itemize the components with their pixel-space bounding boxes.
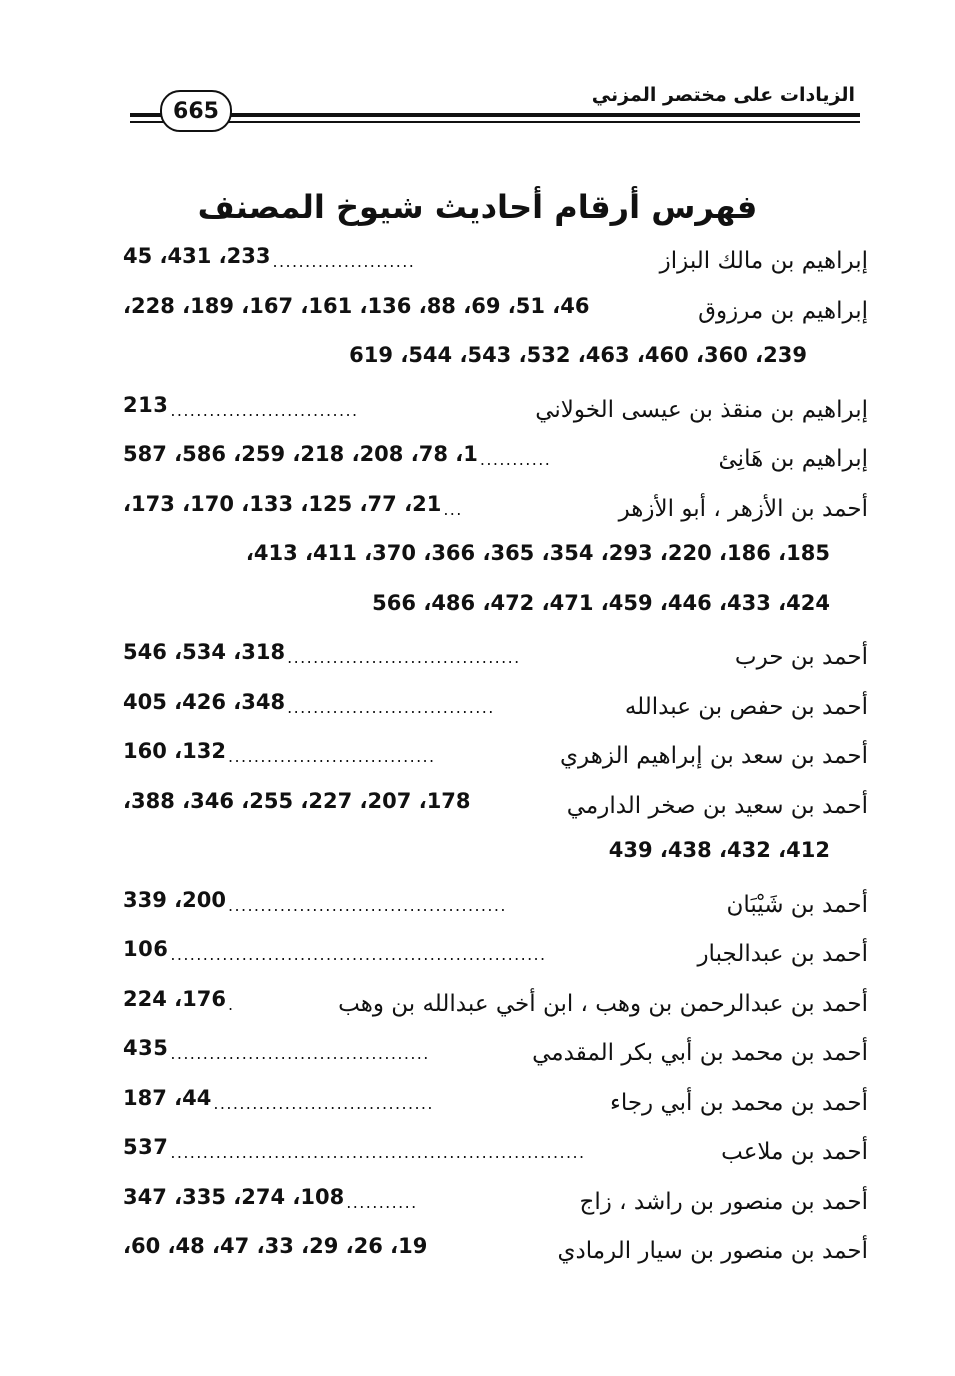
index-row (0, 785, 955, 835)
entry-numbers: 318، 534، 546 (123, 640, 286, 664)
entry-name: أحمد بن محمد بن أبي بكر المقدمي (532, 1040, 868, 1066)
entry-numbers: 1، 78، 208، 218، 259، 586، 587 (123, 442, 478, 466)
leader-dots: ........................................ (170, 1044, 430, 1063)
entry-numbers: 132، 160 (123, 739, 226, 763)
entry-name: إبراهيم بن مرزوق (698, 297, 868, 324)
index-row (0, 1181, 955, 1231)
entry-name: أحمد بن عبدالجبار (697, 941, 868, 967)
leader-dots: .................................. (213, 1093, 434, 1113)
index-list (0, 240, 955, 1280)
leader-dots: ........................................... (227, 895, 507, 915)
entry-numbers: 435 (123, 1036, 169, 1060)
page-number: 665 (160, 90, 232, 132)
index-row (0, 933, 955, 983)
entry-numbers: 239، 360، 460، 463، 532، 543، 544، 619 (349, 343, 807, 367)
entry-numbers: 233، 431، 45 (123, 244, 271, 268)
entry-numbers: 176، 224 (123, 986, 226, 1011)
entry-numbers: 178، 207، 227، 255، 346، 388، (123, 788, 471, 813)
entry-name: أحمد بن حرب (734, 644, 868, 670)
entry-numbers: 213 (123, 392, 169, 417)
entry-numbers: 424، 433، 446، 459، 471، 472، 486، 566 (372, 590, 830, 615)
entry-name: أحمد بن حفص بن عبدالله (624, 693, 868, 720)
leader-dots: ........... (346, 1192, 418, 1212)
entry-numbers: 44، 187 (123, 1085, 212, 1110)
entry-numbers: 200، 339 (123, 887, 226, 912)
entry-name: أحمد بن شَيْبَان (726, 891, 868, 918)
entry-numbers: 185، 186، 220، 293، 354، 365، 366، 370، 411، 413، (245, 541, 830, 565)
leader-dots: ........... (479, 450, 552, 469)
leader-dots: ... (443, 499, 463, 519)
leader-dots: ...................... (272, 252, 416, 271)
index-row (0, 389, 955, 439)
entry-numbers: 21، 77، 125، 133، 170، 173، (123, 491, 442, 516)
entry-name: إبراهيم بن منقذ بن عيسى الخولاني (535, 396, 868, 423)
index-row (0, 735, 955, 785)
index-row (0, 686, 955, 736)
leader-dots: ................................................................ (170, 1143, 586, 1162)
entry-numbers: 106 (123, 937, 169, 961)
index-row-continuation (0, 834, 955, 884)
entry-name: أحمد بن منصور بن سيار الرمادي (557, 1238, 868, 1264)
entry-numbers: 412، 432، 438، 439 (608, 838, 830, 862)
index-row-continuation (0, 339, 955, 389)
index-row (0, 438, 955, 488)
entry-name: إبراهيم بن هَانِئ (718, 446, 868, 472)
entry-name: أحمد بن عبدالرحمن بن وهب ، ابن أخي عبدالله بن وهب (338, 990, 868, 1017)
index-row (0, 1082, 955, 1132)
leader-dots: ............................. (170, 400, 359, 420)
leader-dots: . (227, 994, 235, 1014)
index-row-continuation (0, 537, 955, 587)
entry-name: أحمد بن ملاعب (721, 1139, 868, 1165)
leader-dots: ................................ (287, 697, 495, 717)
index-row (0, 1032, 955, 1082)
entry-name: أحمد بن سعد بن إبراهيم الزهري (560, 743, 868, 769)
index-row (0, 240, 955, 290)
entry-numbers: 348، 426، 405 (123, 689, 286, 714)
entry-numbers: 19، 26، 29، 33، 47، 48، 60، (123, 1234, 428, 1258)
entry-name: أحمد بن سعيد بن صخر الدارمي (566, 792, 868, 819)
header-rule-thin (130, 121, 860, 123)
index-row (0, 884, 955, 934)
leader-dots: .......................................................... (170, 945, 547, 964)
header-rule-thick (130, 113, 860, 117)
entry-numbers: 537 (123, 1135, 169, 1159)
entry-name: أحمد بن الأزهر ، أبو الأزهر (618, 495, 868, 522)
index-row (0, 488, 955, 538)
index-row (0, 636, 955, 686)
index-row (0, 983, 955, 1033)
entry-name: أحمد بن منصور بن راشد ، زاج (579, 1188, 868, 1215)
index-row (0, 1230, 955, 1280)
entry-name: أحمد بن محمد بن أبي رجاء (610, 1089, 868, 1116)
index-row-continuation (0, 587, 955, 637)
entry-numbers: 108، 274، 335، 347 (123, 1184, 345, 1209)
index-row (0, 1131, 955, 1181)
entry-numbers: 46، 51، 69، 88، 136، 161، 167، 189، 228، (123, 293, 590, 318)
index-row (0, 290, 955, 340)
leader-dots: .................................... (287, 648, 521, 667)
leader-dots: ................................ (227, 747, 436, 766)
entry-name: إبراهيم بن مالك البزاز (659, 248, 868, 274)
page-title: فهرس أرقام أحاديث شيوخ المصنف (197, 188, 758, 226)
running-title: الزيادات على مختصر المزني (591, 84, 855, 106)
